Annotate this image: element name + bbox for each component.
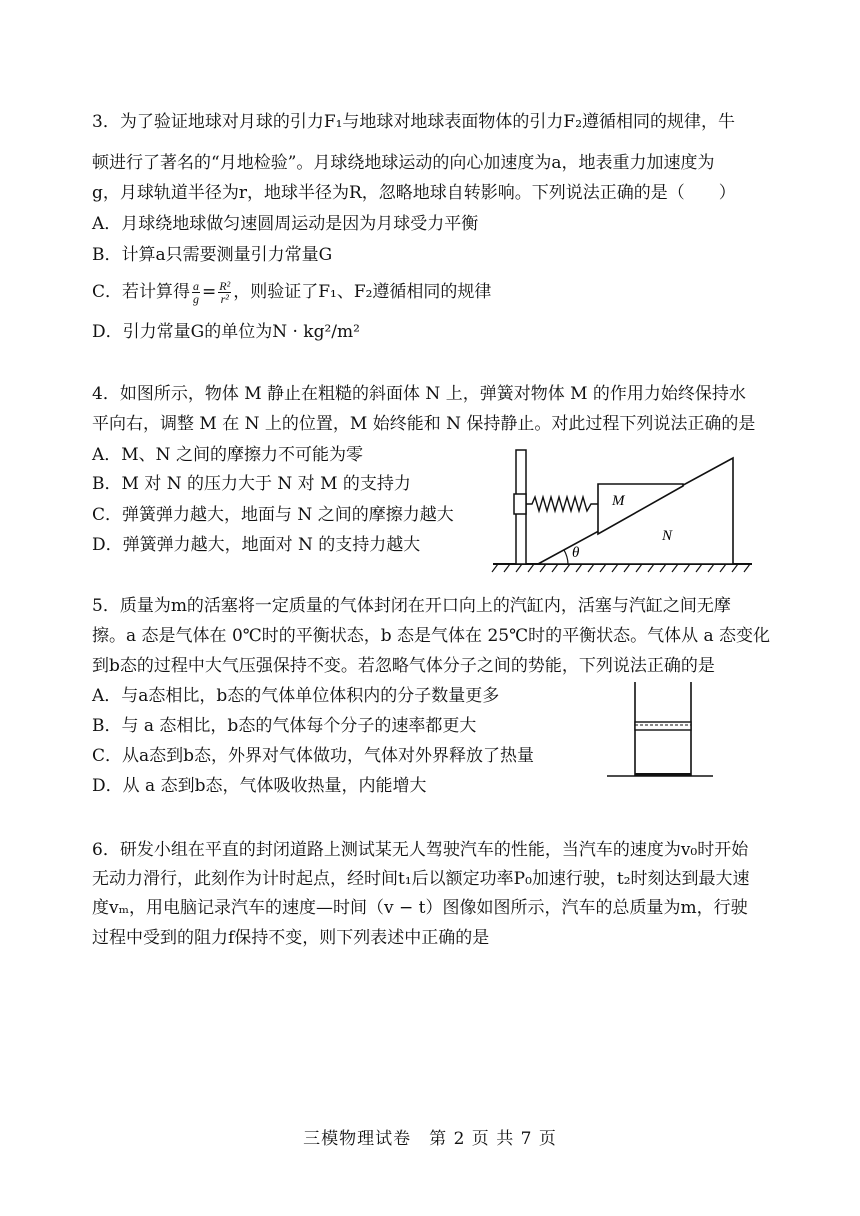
q3-option-d: D．引力常量G的单位为N · kg²/m² xyxy=(92,322,360,342)
q5-stem-line-3: 到b态的过程中大气压强保持不变。若忽略气体分子之间的势能，下列说法正确的是 xyxy=(92,656,715,676)
q6-stem-line-2: 无动力滑行，此刻作为计时起点，经时间t₁后以额定功率P₀加速行驶，t₂时刻达到最大速 xyxy=(92,869,750,889)
q3-stem-line-2: 顿进行了著名的“月地检验”。月球绕地球运动的向心加速度为a，地表重力加速度为 xyxy=(92,153,715,173)
q3-frac2-denominator: r² xyxy=(220,292,229,306)
q4-option-b: B．M 对 N 的压力大于 N 对 M 的支持力 xyxy=(92,474,411,494)
q5-cylinder-figure xyxy=(605,680,715,780)
q3-option-b: B．计算a只需要测量引力常量G xyxy=(92,245,333,265)
q3-frac1-numerator: a xyxy=(193,279,200,293)
q5-option-a: A．与a态相比，b态的气体单位体积内的分子数量更多 xyxy=(92,686,500,706)
q3-option-c-suffix: ，则验证了F₁、F₂遵循相同的规律 xyxy=(233,282,492,302)
piston xyxy=(635,722,691,730)
q3-equals-sign: = xyxy=(202,282,217,302)
q3-frac2-numerator: R² xyxy=(219,279,231,293)
q3-fraction-r2 xyxy=(218,280,231,305)
label-n: N xyxy=(662,528,673,544)
q3-option-c-prefix: C．若计算得 xyxy=(92,282,191,302)
q3-stem-line-3: g，月球轨道半径为r，地球半径为R，忽略地球自转影响。下列说法正确的是（ ） xyxy=(92,183,736,203)
q3-option-c xyxy=(92,280,491,305)
q3-fraction-a-over-g xyxy=(192,280,200,305)
q3-option-a: A．月球绕地球做匀速圆周运动是因为月球受力平衡 xyxy=(92,214,479,234)
q4-stem-line-2: 平向右，调整 M 在 N 上的位置，M 始终能和 N 保持静止。对此过程下列说法正确的是 xyxy=(92,414,756,434)
q4-incline-spring-figure xyxy=(490,440,760,580)
cylinder-bottom xyxy=(635,773,691,776)
q5-option-d: D．从 a 态到b态，气体吸收热量，内能增大 xyxy=(92,776,427,796)
spring-mount xyxy=(514,494,526,514)
label-m: M xyxy=(612,493,625,509)
page-footer: 三模物理试卷 第 2 页 共 7 页 xyxy=(303,1129,557,1149)
q6-stem-line-1: 6．研发小组在平直的封闭道路上测试某无人驾驶汽车的性能，当汽车的速度为v₀时开始 xyxy=(92,840,749,860)
label-theta: θ xyxy=(572,545,580,561)
q5-stem-line-1: 5．质量为m的活塞将一定质量的气体封闭在开口向上的汽缸内，活塞与汽缸之间无摩 xyxy=(92,596,731,616)
q5-option-b: B．与 a 态相比，b态的气体每个分子的速率都更大 xyxy=(92,716,477,736)
q4-option-d: D．弹簧弹力越大，地面对 N 的支持力越大 xyxy=(92,535,421,555)
q4-option-c: C．弹簧弹力越大，地面与 N 之间的摩擦力越大 xyxy=(92,505,454,525)
q6-stem-line-3: 度vₘ，用电脑记录汽车的速度—时间（v − t）图像如图所示，汽车的总质量为m，行驶 xyxy=(92,898,748,918)
q6-stem-line-4: 过程中受到的阻力f保持不变，则下列表述中正确的是 xyxy=(92,928,490,948)
q4-option-a: A．M、N 之间的摩擦力不可能为零 xyxy=(92,445,363,465)
q4-stem-line-1: 4．如图所示，物体 M 静止在粗糙的斜面体 N 上，弹簧对物体 M 的作用力始终保持水 xyxy=(92,384,746,404)
q3-frac1-denominator: g xyxy=(193,292,200,306)
q5-option-c: C．从a态到b态，外界对气体做功，气体对外界释放了热量 xyxy=(92,746,535,766)
q3-stem-line-1: 3．为了验证地球对月球的引力F₁与地球对地球表面物体的引力F₂遵循相同的规律，牛 xyxy=(92,112,736,132)
q5-stem-line-2: 擦。a 态是气体在 0℃时的平衡状态，b 态是气体在 25℃时的平衡状态。气体从 a 态变化 xyxy=(92,626,771,646)
ground-hatching xyxy=(492,564,750,572)
spring xyxy=(526,497,598,511)
